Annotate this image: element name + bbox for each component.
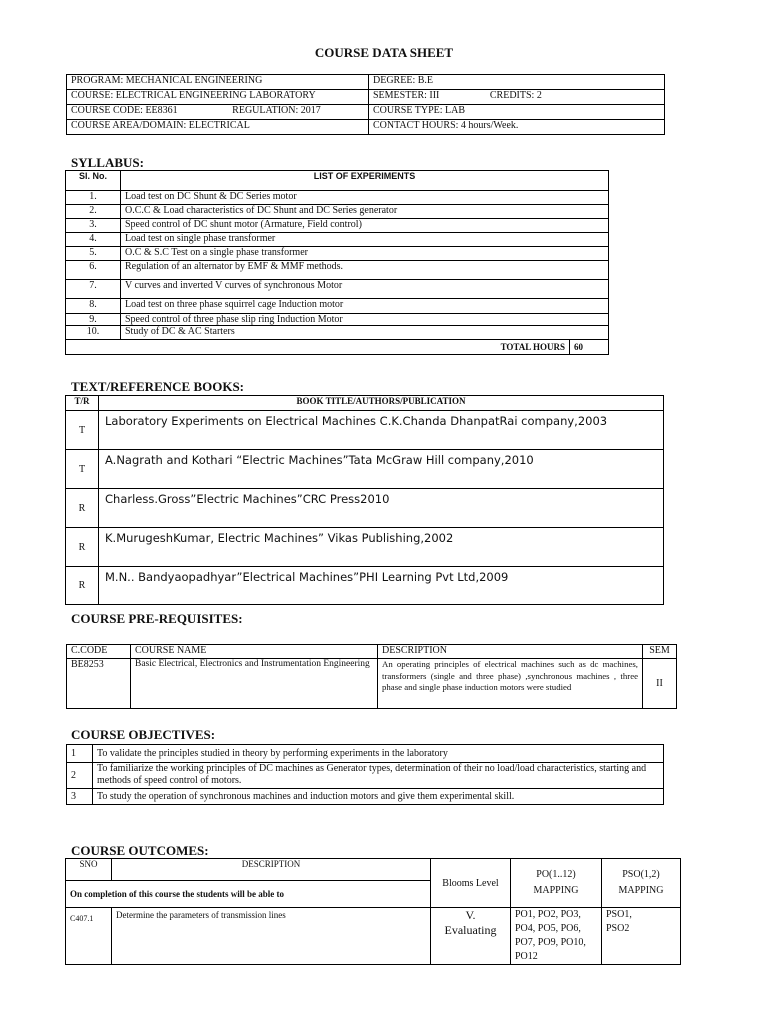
prereq-col-code: C.CODE — [67, 645, 131, 659]
outcomes-col-po: PO(1..12) MAPPING — [511, 859, 602, 908]
syllabus-heading: SYLLABUS: — [71, 155, 144, 170]
book-type: R — [66, 528, 99, 567]
info-type: COURSE TYPE: LAB — [369, 105, 665, 120]
prereq-code: BE8253 — [67, 659, 131, 709]
outcomes-heading: COURSE OUTCOMES: — [71, 843, 209, 858]
info-regulation: REGULATION: 2017 — [232, 105, 321, 116]
info-code: COURSE CODE: EE8361 — [71, 105, 178, 116]
books-col-tr: T/R — [66, 396, 99, 411]
outcome-po: PO1, PO2, PO3, PO4, PO5, PO6, PO7, PO9, PO10, PO12 — [511, 908, 602, 965]
prereq-desc: An operating principles of electrical machines such as dc machines, transformers (single and three phase) ,synchronous machines , three phase and single phase induction motors were studied — [378, 659, 643, 709]
syllabus-sl: 8. — [66, 299, 121, 314]
outcomes-col-sno: SNO — [66, 859, 112, 881]
prereq-col-desc: DESCRIPTION — [378, 645, 643, 659]
info-credits: CREDITS: 2 — [489, 90, 542, 101]
syllabus-sl: 4. — [66, 233, 121, 247]
syllabus-experiment: O.C.C & Load characteristics of DC Shunt and DC Series generator — [121, 205, 609, 219]
outcomes-col-blooms: Blooms Level — [431, 859, 511, 908]
prereq-sem: II — [643, 659, 677, 709]
outcomes-table — [65, 858, 681, 965]
outcomes-col-pso: PSO(1,2) MAPPING — [602, 859, 681, 908]
objective-text: To familiarize the working principles of DC machines as Generator types, determination of their no load/load characteristics, starting and methods of speed control of motors. — [93, 763, 664, 789]
course-info-table — [66, 74, 665, 135]
syllabus-sl: 10. — [66, 326, 121, 340]
book-type: T — [66, 411, 99, 450]
outcome-blooms: V. Evaluating — [431, 908, 511, 965]
prereq-col-sem: SEM — [643, 645, 677, 659]
objectives-heading: COURSE OBJECTIVES: — [71, 727, 216, 742]
outcomes-sub-desc: On completion of this course the students will be able to — [66, 881, 431, 908]
info-domain: COURSE AREA/DOMAIN: ELECTRICAL — [67, 120, 369, 135]
outcomes-col-desc: DESCRIPTION — [112, 859, 431, 881]
syllabus-sl: 1. — [66, 191, 121, 205]
book-entry: M.N.. Bandyaopadhyar”Electrical Machines”PHI Learning Pvt Ltd,2009 — [99, 567, 664, 605]
syllabus-col-list: LIST OF EXPERIMENTS — [121, 171, 609, 191]
info-semester: SEMESTER: III — [373, 90, 440, 101]
syllabus-experiment: Study of DC & AC Starters — [121, 326, 609, 340]
outcome-code: C407.1 — [66, 908, 112, 965]
prereq-col-name: COURSE NAME — [131, 645, 378, 659]
prereq-table — [66, 644, 677, 709]
info-hours: CONTACT HOURS: 4 hours/Week. — [369, 120, 665, 135]
syllabus-experiment: Load test on three phase squirrel cage Induction motor — [121, 299, 609, 314]
book-entry: Charless.Gross”Electric Machines”CRC Press2010 — [99, 489, 664, 528]
info-semester-credits — [369, 90, 665, 105]
objective-text: To study the operation of synchronous machines and induction motors and give them experimental skill. — [93, 789, 664, 805]
books-table — [65, 395, 664, 605]
syllabus-experiment: Speed control of three phase slip ring Induction Motor — [121, 314, 609, 326]
syllabus-experiment: Speed control of DC shunt motor (Armature, Field control) — [121, 219, 609, 233]
book-entry: A.Nagrath and Kothari “Electric Machines”Tata McGraw Hill company,2010 — [99, 450, 664, 489]
syllabus-sl: 3. — [66, 219, 121, 233]
book-entry: Laboratory Experiments on Electrical Machines C.K.Chanda DhanpatRai company,2003 — [99, 411, 664, 450]
prereq-name: Basic Electrical, Electronics and Instrumentation Engineering — [131, 659, 378, 709]
syllabus-experiment: V curves and inverted V curves of synchronous Motor — [121, 280, 609, 299]
syllabus-experiment: Load test on single phase transformer — [121, 233, 609, 247]
books-heading: TEXT/REFERENCE BOOKS: — [71, 379, 245, 394]
syllabus-experiment: Regulation of an alternator by EMF & MMF methods. — [121, 261, 609, 280]
books-col-title: BOOK TITLE/AUTHORS/PUBLICATION — [99, 396, 664, 411]
info-course: COURSE: ELECTRICAL ENGINEERING LABORATORY — [67, 90, 369, 105]
syllabus-sl: 2. — [66, 205, 121, 219]
syllabus-sl: 6. — [66, 261, 121, 280]
syllabus-total-value: 60 — [570, 340, 609, 355]
syllabus-sl: 5. — [66, 247, 121, 261]
outcome-pso: PSO1, PSO2 — [602, 908, 681, 965]
syllabus-sl: 9. — [66, 314, 121, 326]
info-program: PROGRAM: MECHANICAL ENGINEERING — [67, 75, 369, 90]
syllabus-total-label: TOTAL HOURS — [66, 340, 570, 355]
syllabus-col-sl: Sl. No. — [66, 171, 121, 191]
objectives-table — [66, 744, 664, 805]
syllabus-table — [65, 170, 609, 355]
syllabus-experiment: O.C & S.C Test on a single phase transformer — [121, 247, 609, 261]
book-entry: K.MurugeshKumar, Electric Machines” Vikas Publishing,2002 — [99, 528, 664, 567]
objective-number: 1 — [67, 745, 93, 763]
prereq-heading: COURSE PRE-REQUISITES: — [71, 611, 243, 626]
syllabus-experiment: Load test on DC Shunt & DC Series motor — [121, 191, 609, 205]
objective-number: 2 — [67, 763, 93, 789]
outcome-desc: Determine the parameters of transmission lines — [112, 908, 431, 965]
objective-number: 3 — [67, 789, 93, 805]
syllabus-sl: 7. — [66, 280, 121, 299]
page-title: COURSE DATA SHEET — [314, 45, 454, 60]
info-code-regulation — [67, 105, 369, 120]
book-type: R — [66, 567, 99, 605]
book-type: T — [66, 450, 99, 489]
objective-text: To validate the principles studied in theory by performing experiments in the laboratory — [93, 745, 664, 763]
info-degree: DEGREE: B.E — [369, 75, 665, 90]
book-type: R — [66, 489, 99, 528]
